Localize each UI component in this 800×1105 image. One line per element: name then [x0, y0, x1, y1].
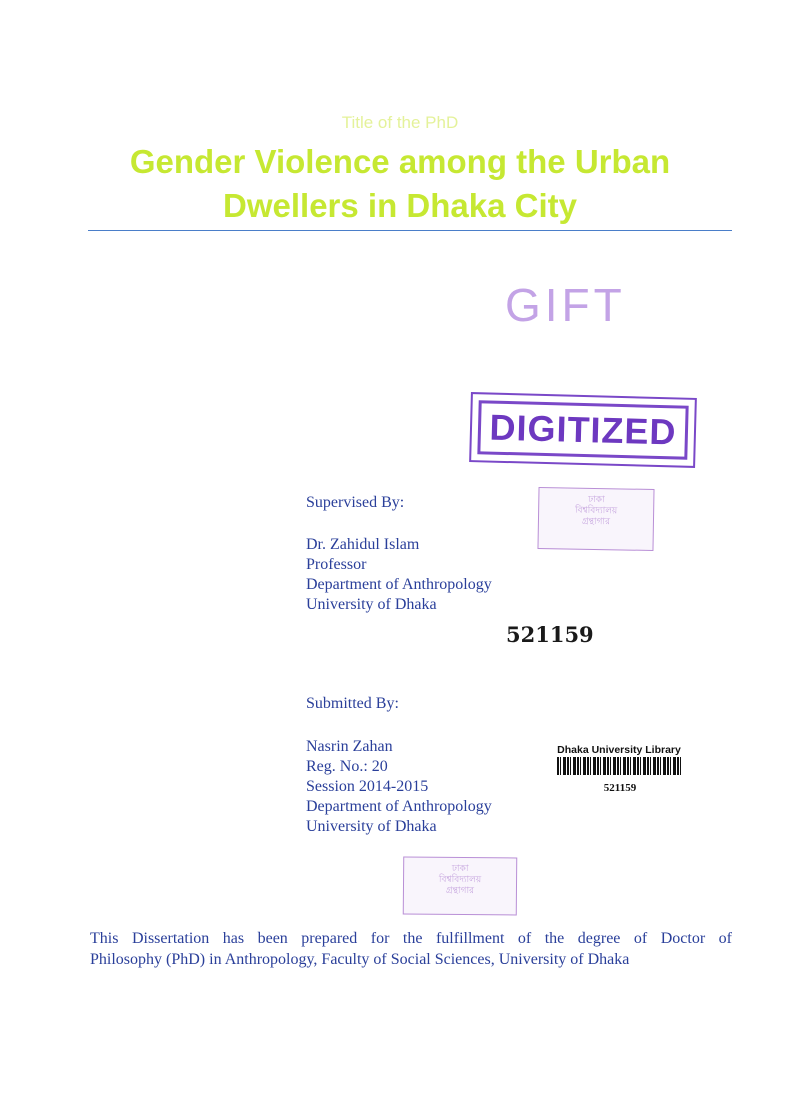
barcode-number: 521159	[603, 782, 637, 794]
library-stamp-bottom-line-1: ঢাকা	[451, 863, 469, 875]
submitter-reg-no: Reg. No.: 20	[306, 758, 388, 775]
supervisor-department: Department of Anthropology	[306, 576, 492, 593]
submitter-details	[306, 737, 492, 837]
library-stamp-line-2: বিশ্ববিদ্যালয়	[574, 505, 618, 517]
library-stamp-line-1: ঢাকা	[587, 494, 605, 506]
submitter-session: Session 2014-2015	[306, 778, 429, 795]
digitized-stamp-frame	[477, 400, 688, 459]
library-stamp-bottom-line-2: বিশ্ববিদ্যালয়	[438, 874, 482, 886]
supervisor-title: Professor	[306, 556, 367, 573]
submitter-department: Department of Anthropology	[306, 798, 492, 815]
library-stamp-bottom	[403, 857, 518, 916]
barcode-icon	[557, 757, 683, 775]
digitized-stamp-text: DIGITIZED	[489, 406, 678, 453]
degree-statement	[90, 928, 732, 970]
degree-statement-line-1: This Dissertation has been prepared for the fulfillment of the degree of Doctor of	[90, 930, 732, 947]
supervisor-name: Dr. Zahidul Islam	[306, 536, 420, 553]
library-barcode-label: Dhaka University Library	[557, 744, 681, 756]
thesis-title-line-2: Dwellers in Dhaka City	[223, 187, 577, 224]
library-stamp-bottom-line-3: গ্রন্থাগার	[445, 885, 475, 897]
degree-statement-line-2: Philosophy (PhD) in Anthropology, Faculty of Social Sciences, University of Dhaka	[90, 951, 630, 968]
library-stamp-top	[537, 487, 654, 551]
submitter-university: University of Dhaka	[306, 818, 437, 835]
thesis-title	[0, 140, 800, 228]
title-header-label: Title of the PhD	[341, 113, 459, 132]
gift-stamp: GIFT	[505, 279, 626, 331]
library-stamp-line-3: গ্রন্থাগার	[581, 516, 611, 528]
supervisor-university: University of Dhaka	[306, 596, 437, 613]
supervisor-heading: Supervised By:	[306, 494, 405, 511]
digitized-stamp	[469, 392, 697, 468]
supervisor-details	[306, 535, 492, 615]
title-divider	[88, 230, 732, 231]
submitter-heading: Submitted By:	[306, 695, 399, 712]
submitter-name: Nasrin Zahan	[306, 738, 393, 755]
accession-number: 521159	[506, 622, 594, 647]
thesis-title-line-1: Gender Violence among the Urban	[129, 143, 671, 180]
